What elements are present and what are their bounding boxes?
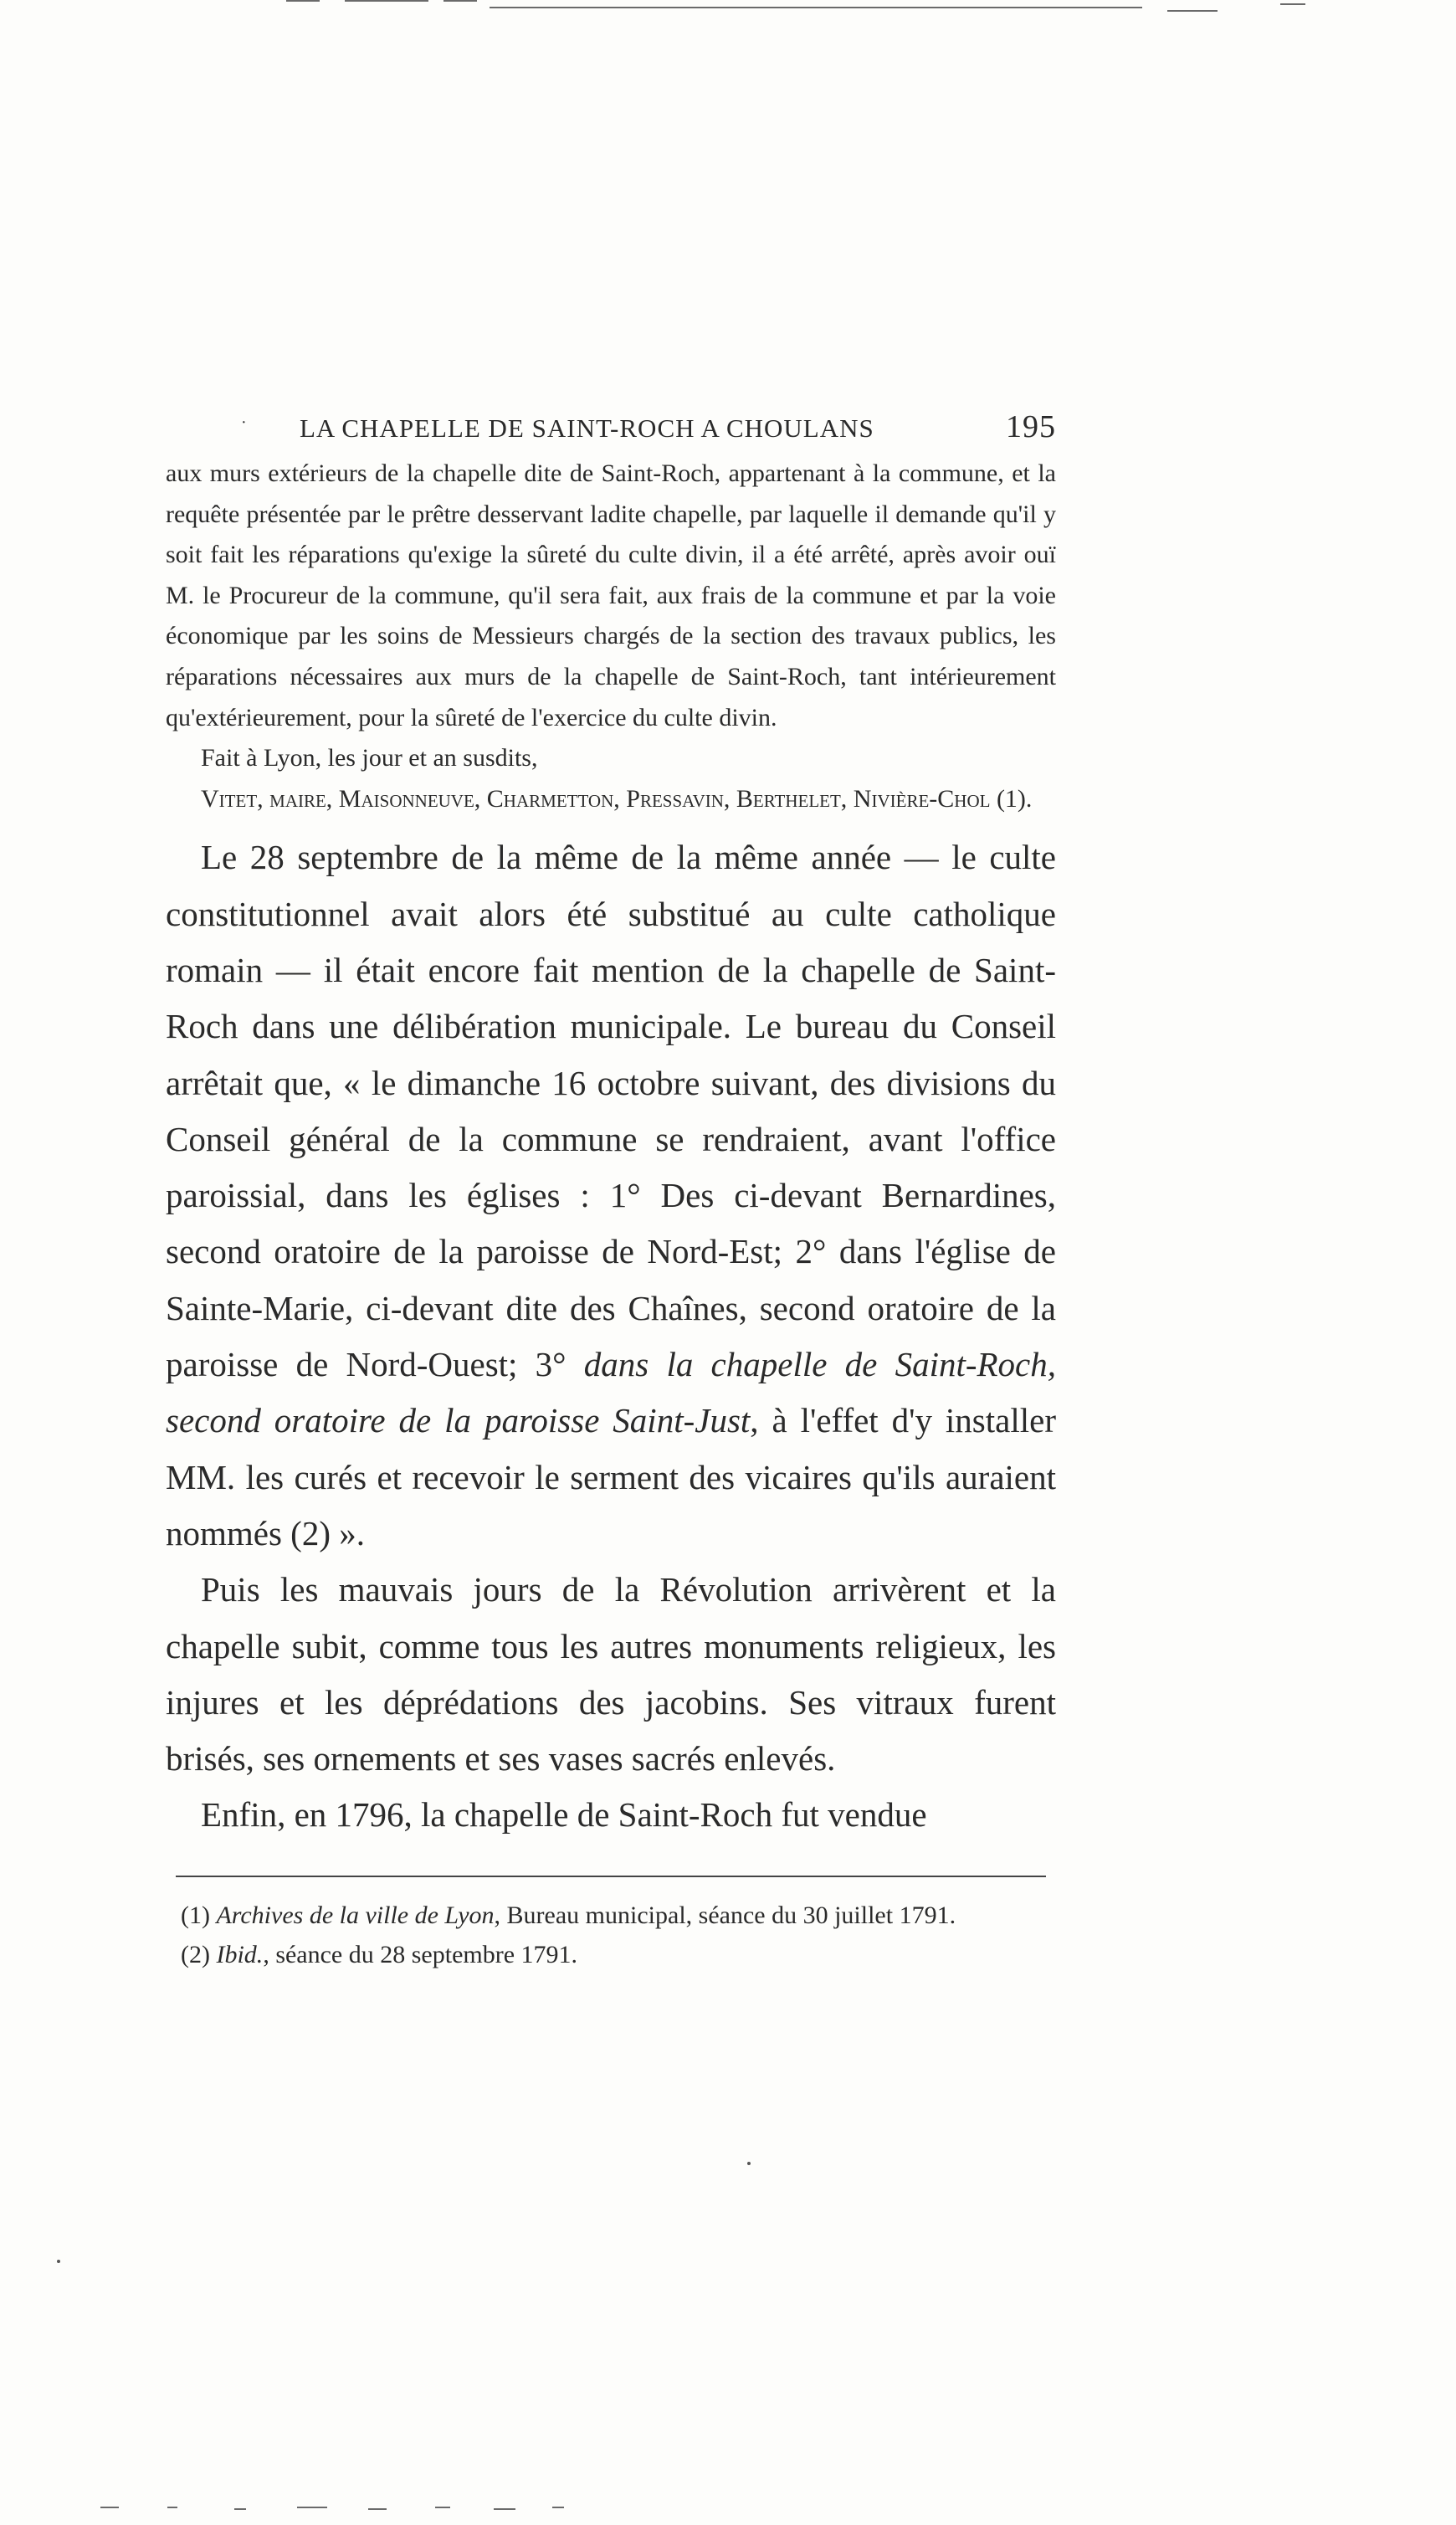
book-page bbox=[166, 393, 1056, 1974]
body-paragraph-1 bbox=[166, 829, 1056, 1562]
main-text bbox=[166, 829, 1056, 1843]
footnote-1-source: Archives de la ville de Lyon bbox=[216, 1901, 495, 1929]
scan-edge-mark bbox=[167, 2507, 177, 2508]
footnote-2-source: Ibid. bbox=[216, 1940, 264, 1968]
body-paragraph-1-end: , à l'effet d'y installer MM. les curés et recevoir le serment des vicaires qu'ils auraient nommés (2) ». bbox=[166, 1401, 1056, 1552]
footnote-1-number: (1) bbox=[181, 1901, 217, 1929]
scan-edge-mark bbox=[552, 2507, 564, 2508]
body-paragraph-3: Enfin, en 1796, la chapelle de Saint-Roch fut vendue bbox=[201, 1795, 927, 1835]
footnote-2 bbox=[166, 1935, 1056, 1974]
scan-edge-mark bbox=[494, 2508, 515, 2510]
stray-speck bbox=[57, 2260, 60, 2263]
scan-edge-mark bbox=[443, 0, 477, 2]
header-bullet: · bbox=[241, 413, 248, 432]
body-paragraph-1-start: Le 28 septembre de la même de la même année — le culte constitutionnel avait alors été substitué au culte catholique romain — il était encore fait mention de la chapelle de Saint-Roch dans une délibération municipale. Le bureau du Conseil arrêtait que, « le dimanche 16 octobre suivant, des divisions du Conseil général de la commune se rendraient, avant l'office paroissial, dans les églises : 1° Des ci-devant Bernardines, second oratoire de la paroisse de Nord-Est; 2° dans l'église de Sainte-Marie, ci-devant dite des Chaînes, second oratoire de la paroisse de Nord-Ouest; 3° bbox=[166, 838, 1056, 1384]
footnote-rule bbox=[176, 1876, 1046, 1877]
footnote-1 bbox=[166, 1896, 1056, 1935]
scan-edge-mark bbox=[297, 2507, 327, 2508]
page-number: 195 bbox=[1006, 409, 1056, 444]
running-title: LA CHAPELLE DE SAINT-ROCH A CHOULANS bbox=[300, 413, 874, 443]
scan-edge-mark bbox=[234, 2508, 246, 2510]
footnote-1-text: , Bureau municipal, séance du 30 juillet 1791. bbox=[494, 1901, 956, 1929]
quote-paragraph: aux murs extérieurs de la chapelle dite de Saint-Roch, appartenant à la commune, et la requête présentée par le prêtre desservant ladite chapelle, par laquelle il demande qu'il y soit fait les réparations qu'exige la sûreté du culte divin, il a été arrêté, après avoir ouï M. le Procureur de la commune, qu'il sera fait, aux frais de la commune et par la voie économique par les soins de Messieurs chargés de la section des travaux publics, les réparations nécessaires aux murs de la chapelle de Saint-Roch, tant intérieurement qu'extérieurement, pour la sûreté de l'exercice du culte divin. bbox=[166, 459, 1056, 731]
quoted-deliberation bbox=[166, 454, 1056, 819]
footnote-2-number: (2) bbox=[181, 1940, 217, 1968]
running-header bbox=[166, 393, 1056, 452]
quote-signatures: Vitet, maire, Maisonneuve, Charmetton, Pressavin, Berthelet, Nivière-Chol (1). bbox=[201, 784, 1033, 813]
footnote-2-text: , séance du 28 septembre 1791. bbox=[263, 1940, 578, 1968]
quote-dateline: Fait à Lyon, les jour et an susdits, bbox=[201, 744, 538, 772]
body-paragraph-1-italic: dans la chapelle de Saint-Roch, second oratoire de la paroisse Saint-Just bbox=[166, 1345, 1056, 1440]
scan-edge-mark bbox=[435, 2507, 450, 2508]
scan-edge-mark bbox=[368, 2508, 387, 2510]
scan-edge-mark bbox=[1167, 10, 1218, 12]
scan-edge-mark bbox=[1280, 3, 1305, 5]
stray-speck bbox=[747, 2162, 751, 2165]
scan-edge-mark bbox=[490, 7, 1142, 8]
scan-edge-mark bbox=[345, 0, 428, 2]
scan-edge-mark bbox=[100, 2507, 119, 2508]
scan-edge-mark bbox=[286, 0, 320, 2]
body-paragraph-2: Puis les mauvais jours de la Révolution arrivèrent et la chapelle subit, comme tous les autres monuments religieux, les injures et les déprédations des jacobins. Ses vitraux furent brisés, ses ornements et ses vases sacrés enlevés. bbox=[166, 1570, 1056, 1778]
footnotes bbox=[166, 1896, 1056, 1974]
